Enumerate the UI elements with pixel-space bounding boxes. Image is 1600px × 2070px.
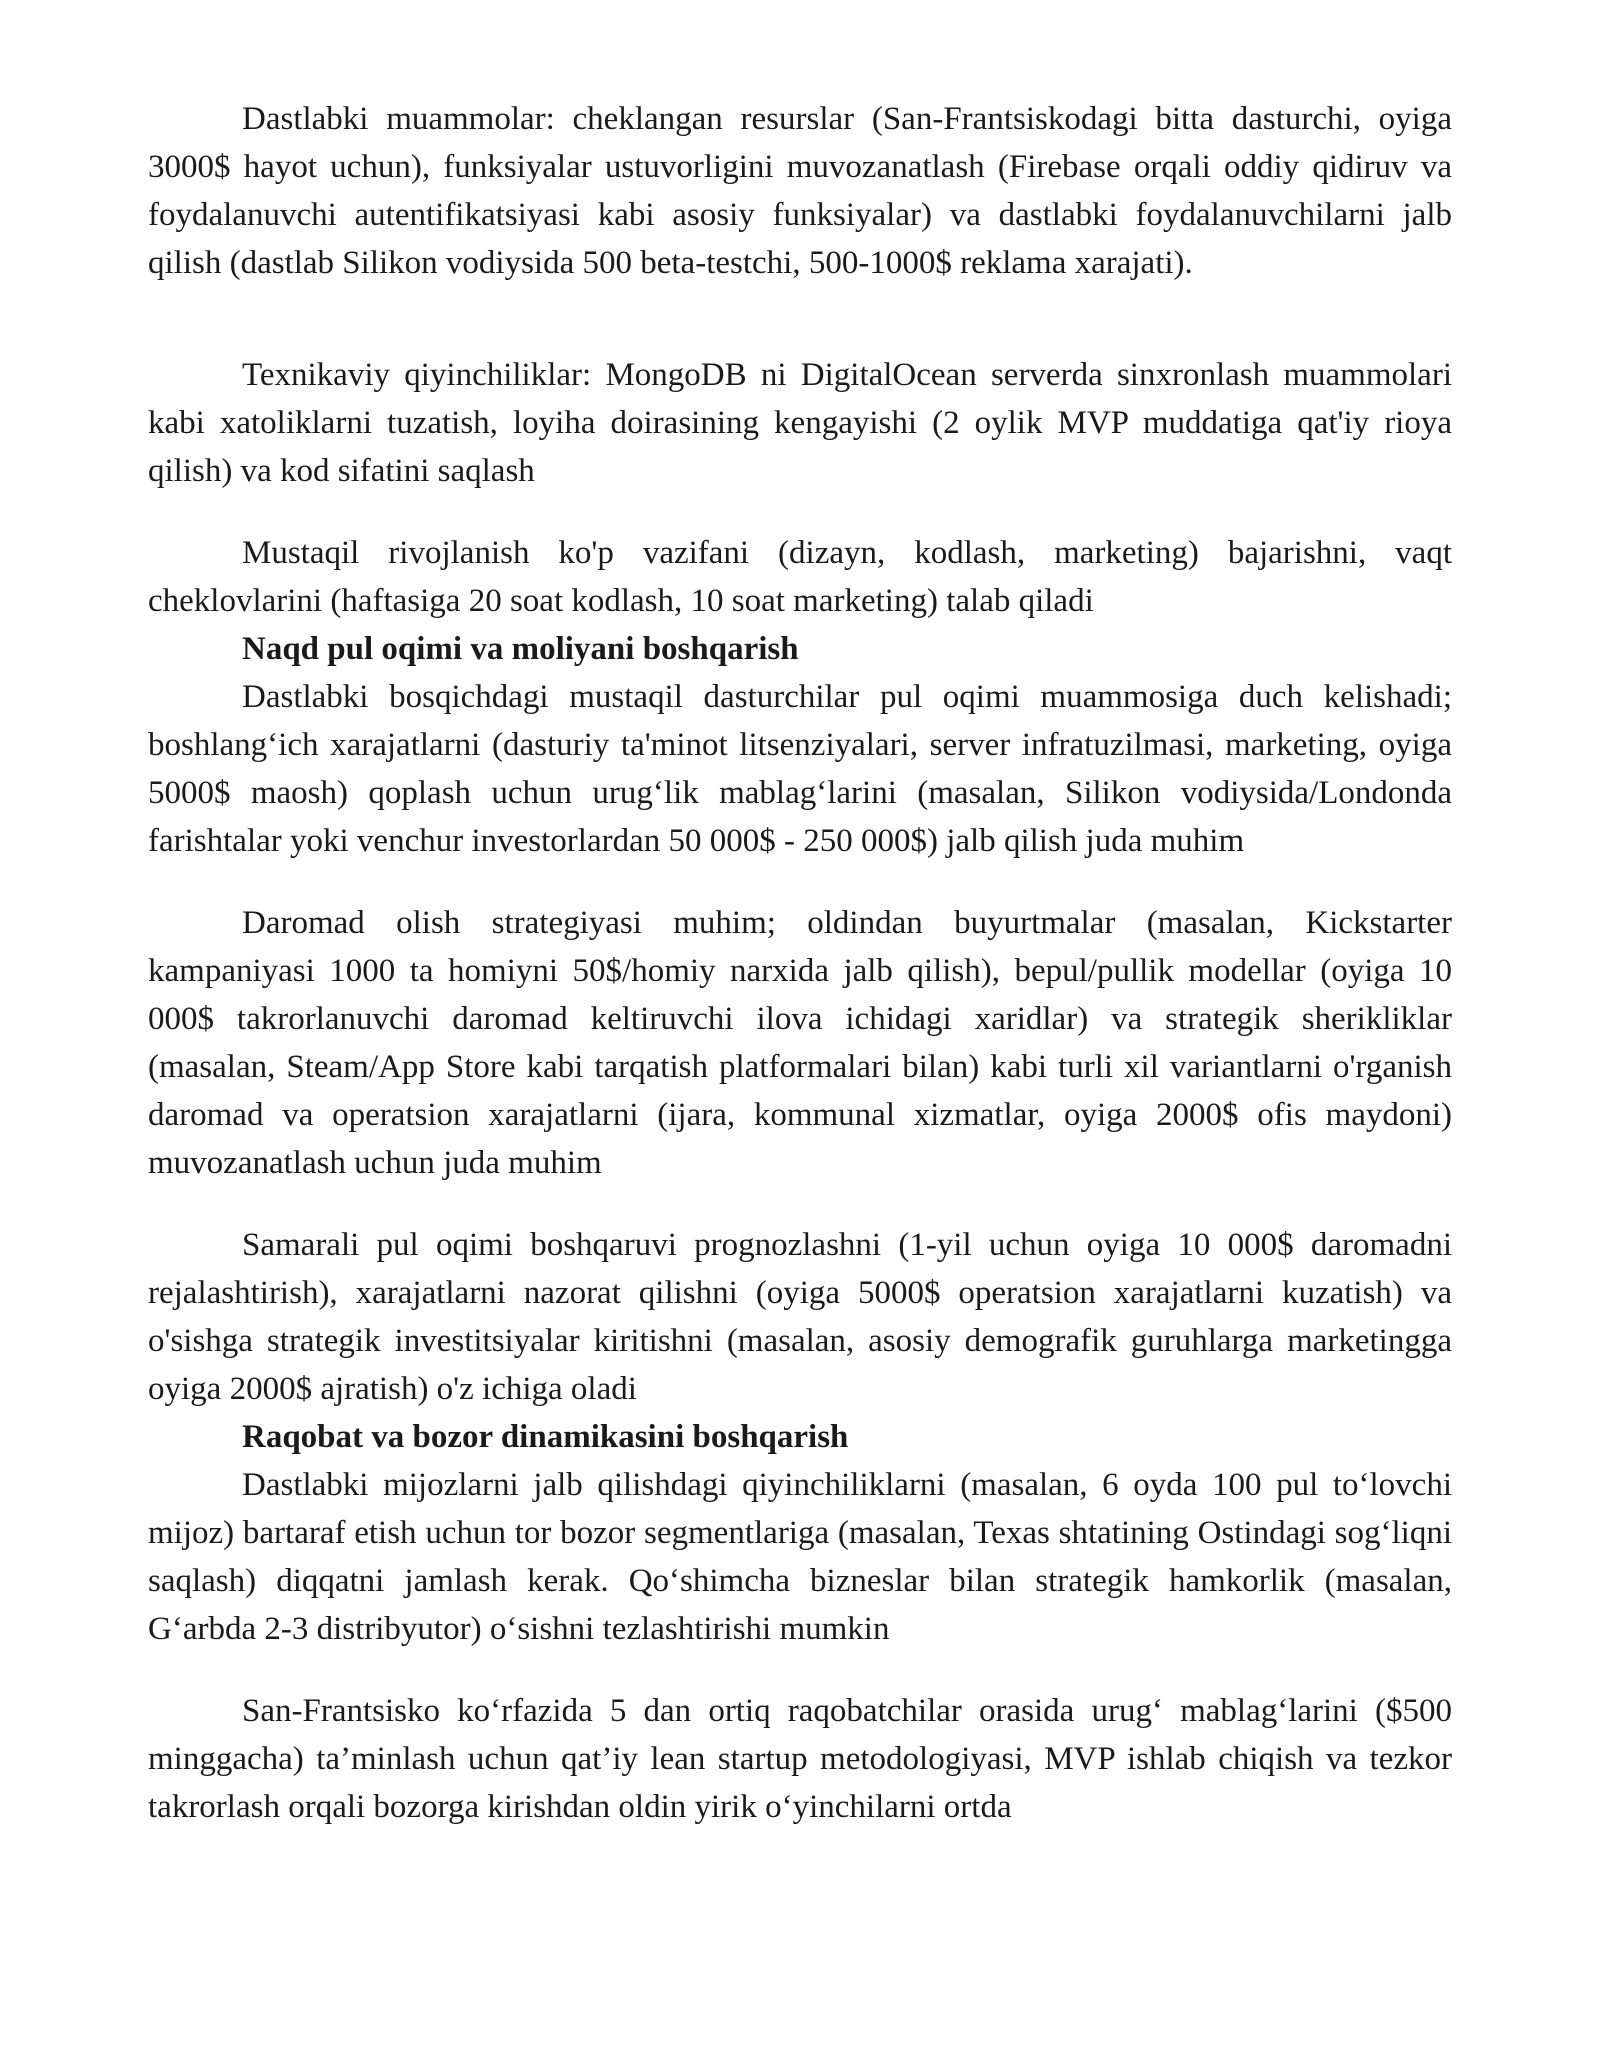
section-heading-cash-flow: Naqd pul oqimi va moliyani boshqarish: [242, 631, 799, 667]
paragraph-cash-flow-management: Samarali pul oqimi boshqaruvi prognozlashni (1-yil uchun oyiga 10 000$ daromadni rejalashtirish), xarajatlarni nazorat qilishni (oyiga 5000$ operatsion xarajatlarni kuzatish) va o'sishga strategik investitsiyalar kiritishni (masalan, asosiy demografik guruhlarga marketingga oyiga 2000$ ajratish) o'z ichiga oladi: [148, 1227, 1452, 1407]
paragraph-independent-development: Mustaqil rivojlanish ko'p vazifani (dizayn, kodlash, marketing) bajarishni, vaqt cheklovlarini (haftasiga 20 soat kodlash, 10 soat marketing) talab qiladi: [148, 535, 1452, 619]
paragraph-seed-funding: Dastlabki bosqichdagi mustaqil dasturchilar pul oqimi muammosiga duch kelishadi; boshlang‘ich xarajatlarni (dasturiy ta'minot litsenziyalari, server infratuzilmasi, marketing, oyiga 5000$ maosh) qoplash uchun urug‘lik mablag‘larini (masalan, Silikon vodiysida/Londonda farishtalar yoki venchur investorlardan 50 000$ - 250 000$) jalb qilish juda muhim: [148, 679, 1452, 859]
paragraph-technical-challenges: Texnikaviy qiyinchiliklar: MongoDB ni DigitalOcean serverda sinxronlash muammolari kabi xatoliklarni tuzatish, loyiha doirasining kengayishi (2 oylik MVP muddatiga qat'iy rioya qilish) va kod sifatini saqlash: [148, 357, 1452, 489]
document-page: [148, 95, 1452, 1831]
paragraph-initial-challenges: Dastlabki muammolar: cheklangan resurslar (San-Frantsiskodagi bitta dasturchi, oyiga 3000$ hayot uchun), funksiyalar ustuvorligini muvozanatlash (Firebase orqali oddiy qidiruv va foydalanuvchi autentifikatsiyasi kabi asosiy funksiyalar) va dastlabki foydalanuvchilarni jalb qilish (dastlab Silikon vodiysida 500 beta-testchi, 500-1000$ reklama xarajati).: [148, 101, 1452, 281]
section-heading-competition: Raqobat va bozor dinamikasini boshqarish: [242, 1419, 849, 1455]
paragraph-customer-acquisition: Dastlabki mijozlarni jalb qilishdagi qiyinchiliklarni (masalan, 6 oyda 100 pul to‘lovchi mijoz) bartaraf etish uchun tor bozor segmentlariga (masalan, Texas shtatining Ostindagi sog‘liqni saqlash) diqqatni jamlash kerak. Qo‘shimcha bizneslar bilan strategik hamkorlik (masalan, G‘arbda 2-3 distribyutor) o‘sishni tezlashtirishi mumkin: [148, 1467, 1452, 1647]
paragraph-lean-startup: San-Frantsisko ko‘rfazida 5 dan ortiq raqobatchilar orasida urug‘ mablag‘larini ($500 minggacha) ta’minlash uchun qat’iy lean startup metodologiyasi, MVP ishlab chiqish va tezkor takrorlash orqali bozorga kirishdan oldin yirik o‘yinchilarni ortda: [148, 1693, 1452, 1825]
paragraph-revenue-strategy: Daromad olish strategiyasi muhim; oldindan buyurtmalar (masalan, Kickstarter kampaniyasi 1000 ta homiyni 50$/homiy narxida jalb qilish), bepul/pullik modellar (oyiga 10 000$ takrorlanuvchi daromad keltiruvchi ilova ichidagi xaridlar) va strategik sherikliklar (masalan, Steam/App Store kabi tarqatish platformalari bilan) kabi turli xil variantlarni o'rganish daromad va operatsion xarajatlarni (ijara, kommunal xizmatlar, oyiga 2000$ ofis maydoni) muvozanatlash uchun juda muhim: [148, 905, 1452, 1181]
